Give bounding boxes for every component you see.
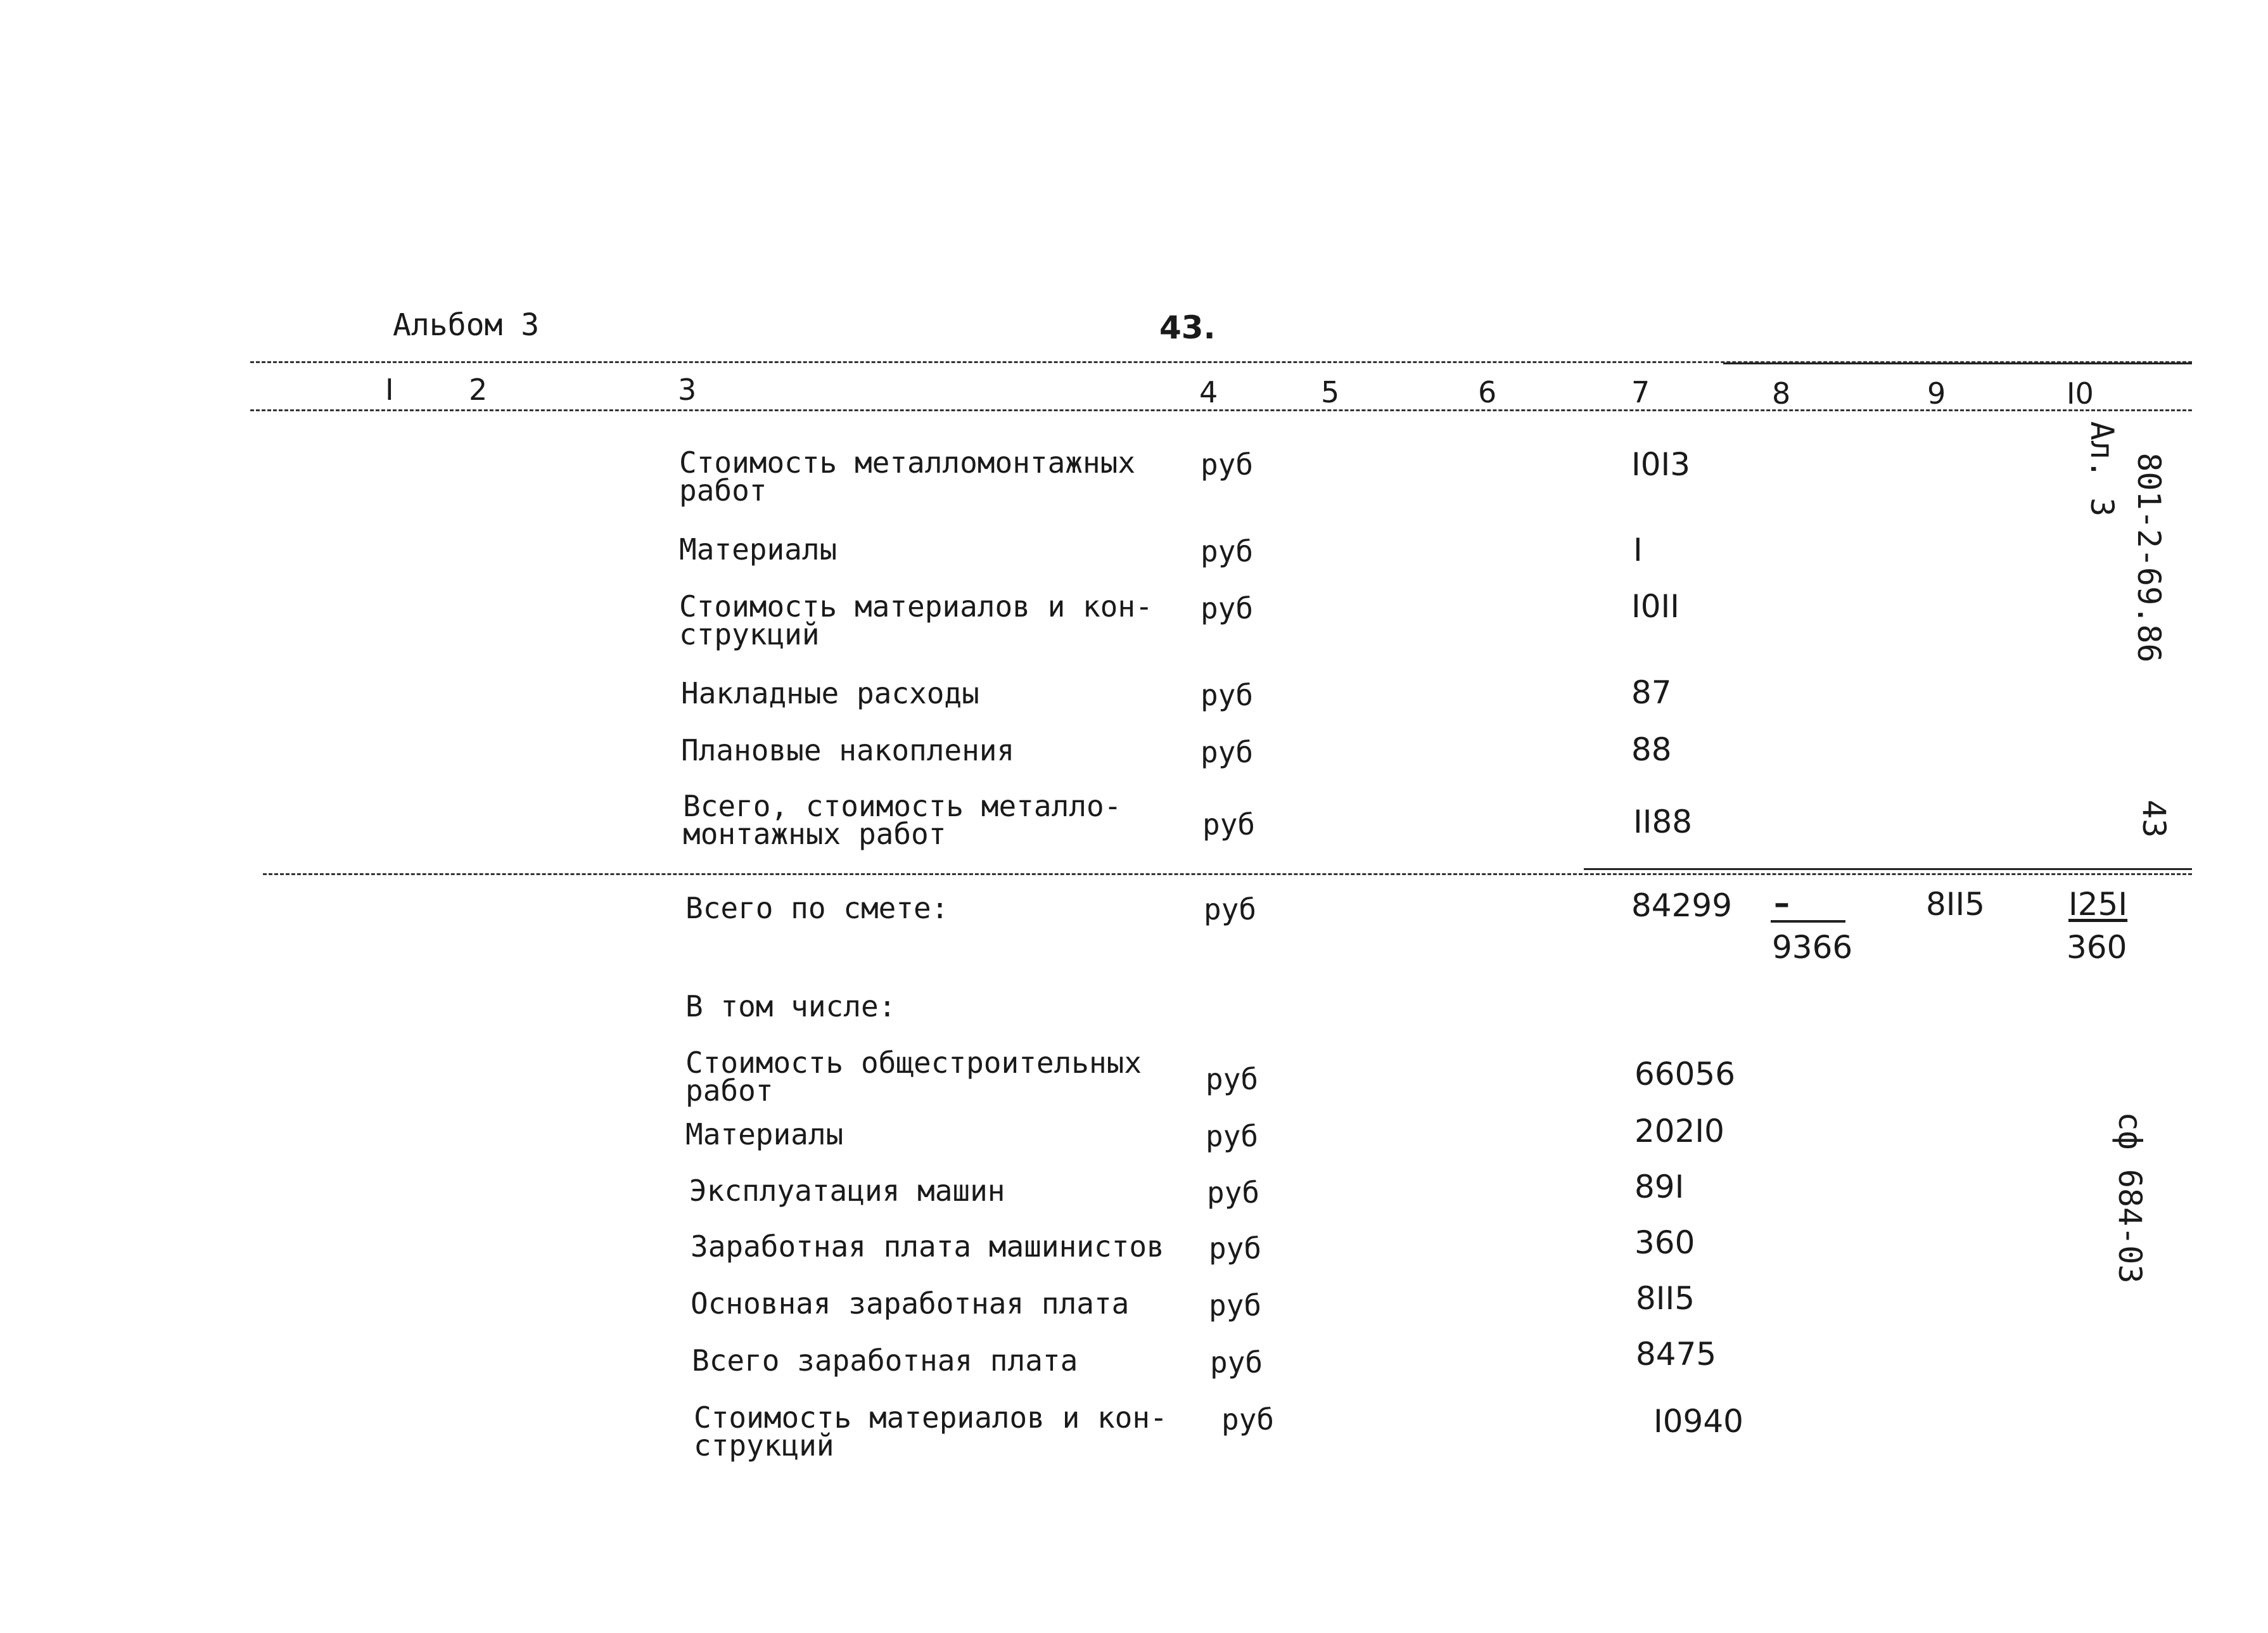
total-col8-fraction-bar — [1771, 920, 1845, 923]
item-value: I0940 — [1653, 1403, 1743, 1440]
header-bottom-rule — [250, 409, 2192, 411]
item-value: I0II — [1631, 588, 1680, 625]
item-name: Плановые накопления — [681, 733, 1015, 767]
item-value: 87 — [1631, 674, 1672, 711]
item-unit: руб — [1206, 1062, 1259, 1096]
item-unit: руб — [1201, 534, 1254, 568]
total-label: Всего по смете: — [685, 891, 949, 925]
item-value: 202I0 — [1634, 1113, 1724, 1150]
item-value: 88 — [1631, 731, 1672, 768]
item-name: Стоимость общестроительных работ — [685, 1046, 1142, 1108]
column-header-3: 3 — [678, 373, 697, 407]
total-col10-bottom: 360 — [2067, 929, 2127, 966]
item-value: I0I3 — [1631, 446, 1691, 483]
item-name: Эксплуатация машин — [689, 1174, 1005, 1208]
album-label: Альбом 3 — [393, 307, 540, 343]
column-header-7: 7 — [1631, 375, 1650, 409]
item-unit: руб — [1202, 807, 1256, 842]
column-header-10: I0 — [2067, 376, 2094, 411]
item-unit: руб — [1201, 735, 1254, 769]
item-name: Материалы — [685, 1117, 844, 1151]
item-unit: руб — [1210, 1345, 1263, 1380]
item-value: 8II5 — [1636, 1280, 1695, 1317]
item-name: Всего, стоимость металло- монтажных работ — [683, 789, 1122, 851]
total-col9: 8II5 — [1926, 886, 1985, 923]
item-unit: руб — [1207, 1175, 1260, 1210]
item-value: II88 — [1633, 804, 1693, 840]
column-header-1: I — [385, 373, 394, 407]
item-value: 89I — [1634, 1169, 1685, 1205]
column-header-2: 2 — [469, 373, 488, 407]
item-name: Основная заработная плата — [691, 1286, 1130, 1321]
item-unit: руб — [1206, 1119, 1259, 1153]
item-value: 8475 — [1636, 1336, 1717, 1373]
item-value: I — [1633, 532, 1643, 568]
margin-page-number: 43 — [2136, 799, 2172, 838]
item-unit: руб — [1201, 447, 1254, 482]
total-col10-top: I25I — [2068, 886, 2128, 923]
item-unit: руб — [1201, 678, 1254, 712]
margin-album-ref: Ал. 3 — [2084, 421, 2120, 517]
item-name: Заработная плата машинистов — [691, 1229, 1164, 1264]
item-unit: руб — [1209, 1231, 1262, 1265]
item-value: 360 — [1634, 1224, 1695, 1261]
total-col7: 84299 — [1631, 887, 1733, 924]
margin-doc-code: 801-2-69.86 — [2131, 452, 2167, 663]
column-header-6: 6 — [1478, 375, 1497, 409]
item-value: 66056 — [1634, 1056, 1736, 1092]
item-name: Стоимость материалов и кон- струкций — [679, 589, 1153, 651]
including-label: В том числе: — [685, 989, 896, 1023]
item-name: Накладные расходы — [681, 676, 979, 710]
item-name: Стоимость металломонтажных работ — [679, 445, 1136, 508]
item-name: Всего заработная плата — [692, 1343, 1078, 1378]
section-separator-solid — [1584, 868, 2192, 870]
item-name: Материалы — [679, 532, 838, 567]
total-unit: руб — [1204, 892, 1257, 926]
item-unit: руб — [1209, 1288, 1262, 1322]
total-col8-top: – — [1774, 885, 1790, 921]
column-header-9: 9 — [1927, 376, 1946, 411]
item-name: Стоимость материалов и кон- струкций — [694, 1400, 1168, 1463]
total-col8-bottom: 9366 — [1772, 929, 1853, 966]
column-header-5: 5 — [1321, 375, 1340, 409]
section-separator — [263, 873, 2192, 875]
item-unit: руб — [1221, 1402, 1275, 1437]
column-header-4: 4 — [1199, 375, 1218, 409]
item-unit: руб — [1201, 591, 1254, 625]
header-top-rule-solid — [1723, 362, 2192, 364]
column-header-8: 8 — [1772, 376, 1791, 411]
margin-stamp: сф 684-03 — [2112, 1111, 2148, 1284]
page-number: 43. — [1159, 309, 1216, 346]
